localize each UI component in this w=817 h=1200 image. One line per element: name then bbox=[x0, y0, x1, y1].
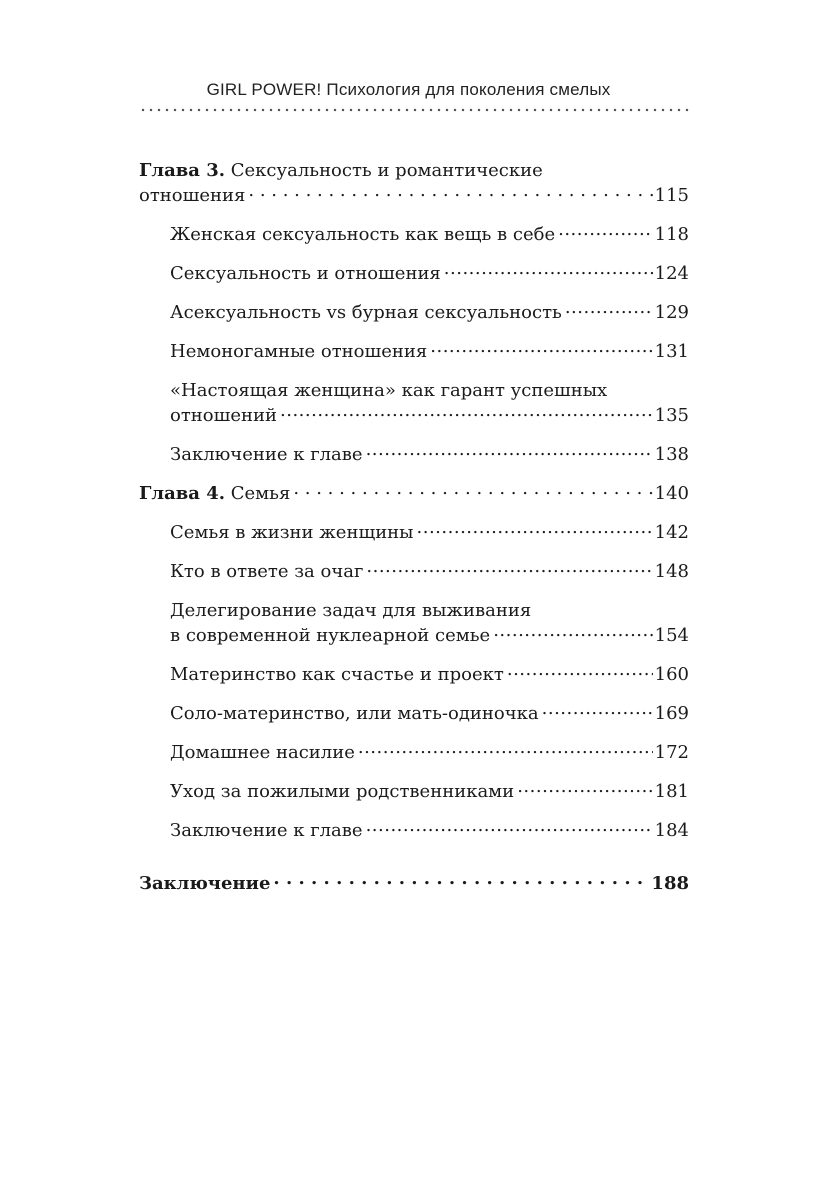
toc-item-title: Заключение к главе bbox=[170, 820, 363, 841]
dot-leader bbox=[273, 871, 649, 889]
dot-leader bbox=[558, 222, 653, 240]
dot-leader bbox=[366, 442, 653, 460]
toc-item[interactable] bbox=[139, 559, 689, 584]
page-number: 115 bbox=[654, 185, 689, 206]
toc-item-title: Материнство как счастье и проект bbox=[170, 664, 504, 685]
dot-leader bbox=[565, 300, 653, 318]
dot-leader bbox=[366, 818, 653, 836]
toc-item[interactable] bbox=[139, 300, 689, 325]
page-number: 138 bbox=[654, 444, 689, 465]
toc-item[interactable] bbox=[139, 261, 689, 286]
page-number: 142 bbox=[654, 522, 689, 543]
toc-item-title: Немоногамные отношения bbox=[170, 341, 428, 362]
chapter-title-line1: Сексуальность и романтические bbox=[230, 160, 543, 181]
toc-conclusion[interactable] bbox=[139, 871, 689, 896]
dot-leader bbox=[366, 559, 652, 577]
running-head: GIRL POWER! Психология для поколения смелых bbox=[206, 80, 611, 99]
page-number: 124 bbox=[654, 263, 689, 284]
page-number: 148 bbox=[654, 561, 689, 582]
dot-leader bbox=[430, 339, 652, 357]
dot-leader bbox=[444, 261, 653, 279]
page-number: 131 bbox=[654, 341, 689, 362]
toc-chapter-3[interactable] bbox=[139, 158, 689, 208]
toc-item-title: Семья в жизни женщины bbox=[170, 522, 414, 543]
toc-item-title: Уход за пожилыми родственниками bbox=[170, 781, 515, 802]
page-number: 181 bbox=[654, 781, 689, 802]
page-number: 140 bbox=[654, 483, 689, 504]
page-number: 184 bbox=[654, 820, 689, 841]
dot-leader bbox=[293, 481, 652, 499]
page-number: 172 bbox=[654, 742, 689, 763]
toc-item[interactable] bbox=[139, 779, 689, 804]
toc-item-title-line1: «Настоящая женщина» как гарант успешных bbox=[170, 380, 608, 401]
toc-item-title-line2: в современной нуклеарной семье bbox=[170, 625, 491, 646]
page-number: 169 bbox=[654, 703, 689, 724]
page-number: 129 bbox=[654, 302, 689, 323]
toc-item[interactable] bbox=[139, 598, 689, 648]
toc-item[interactable] bbox=[139, 442, 689, 467]
page-number: 160 bbox=[654, 664, 689, 685]
page-number: 154 bbox=[654, 625, 689, 646]
toc-chapter-4[interactable] bbox=[139, 481, 689, 506]
conclusion-title: Заключение bbox=[139, 873, 271, 894]
toc-item[interactable] bbox=[139, 818, 689, 843]
toc-item[interactable] bbox=[139, 222, 689, 247]
dot-leader bbox=[507, 662, 653, 680]
chapter-title-line2: отношения bbox=[139, 185, 246, 206]
page-number: 188 bbox=[651, 873, 689, 894]
toc-item[interactable] bbox=[139, 520, 689, 545]
toc-item[interactable] bbox=[139, 701, 689, 726]
table-of-contents bbox=[139, 158, 689, 896]
dot-leader bbox=[280, 403, 653, 421]
chapter-label: Глава 3. bbox=[139, 160, 226, 181]
dot-leader bbox=[248, 183, 652, 201]
toc-item-title: Домашнее насилие bbox=[170, 742, 355, 763]
page-number: 135 bbox=[654, 405, 689, 426]
toc-item-title: Асексуальность vs бурная сексуальность bbox=[170, 302, 562, 323]
dot-leader bbox=[417, 520, 653, 538]
chapter-label: Глава 4. bbox=[139, 483, 226, 504]
toc-item-title: Заключение к главе bbox=[170, 444, 363, 465]
dot-leader bbox=[542, 701, 653, 719]
toc-item[interactable] bbox=[139, 740, 689, 765]
toc-item[interactable] bbox=[139, 378, 689, 428]
toc-item-title: Сексуальность и отношения bbox=[170, 263, 441, 284]
dot-leader bbox=[493, 623, 652, 641]
dot-leader bbox=[517, 779, 652, 797]
toc-item[interactable] bbox=[139, 339, 689, 364]
toc-item-title-line1: Делегирование задач для выживания bbox=[170, 600, 532, 621]
toc-item-title: Женская сексуальность как вещь в себе bbox=[170, 224, 556, 245]
toc-item[interactable] bbox=[139, 662, 689, 687]
dotted-divider bbox=[139, 108, 690, 112]
toc-item-title: Кто в ответе за очаг bbox=[170, 561, 364, 582]
toc-item-title: Соло-материнство, или мать-одиночка bbox=[170, 703, 539, 724]
dot-leader bbox=[358, 740, 653, 758]
chapter-title: Семья bbox=[230, 483, 291, 504]
page-number: 118 bbox=[654, 224, 689, 245]
toc-item-title-line2: отношений bbox=[170, 405, 278, 426]
